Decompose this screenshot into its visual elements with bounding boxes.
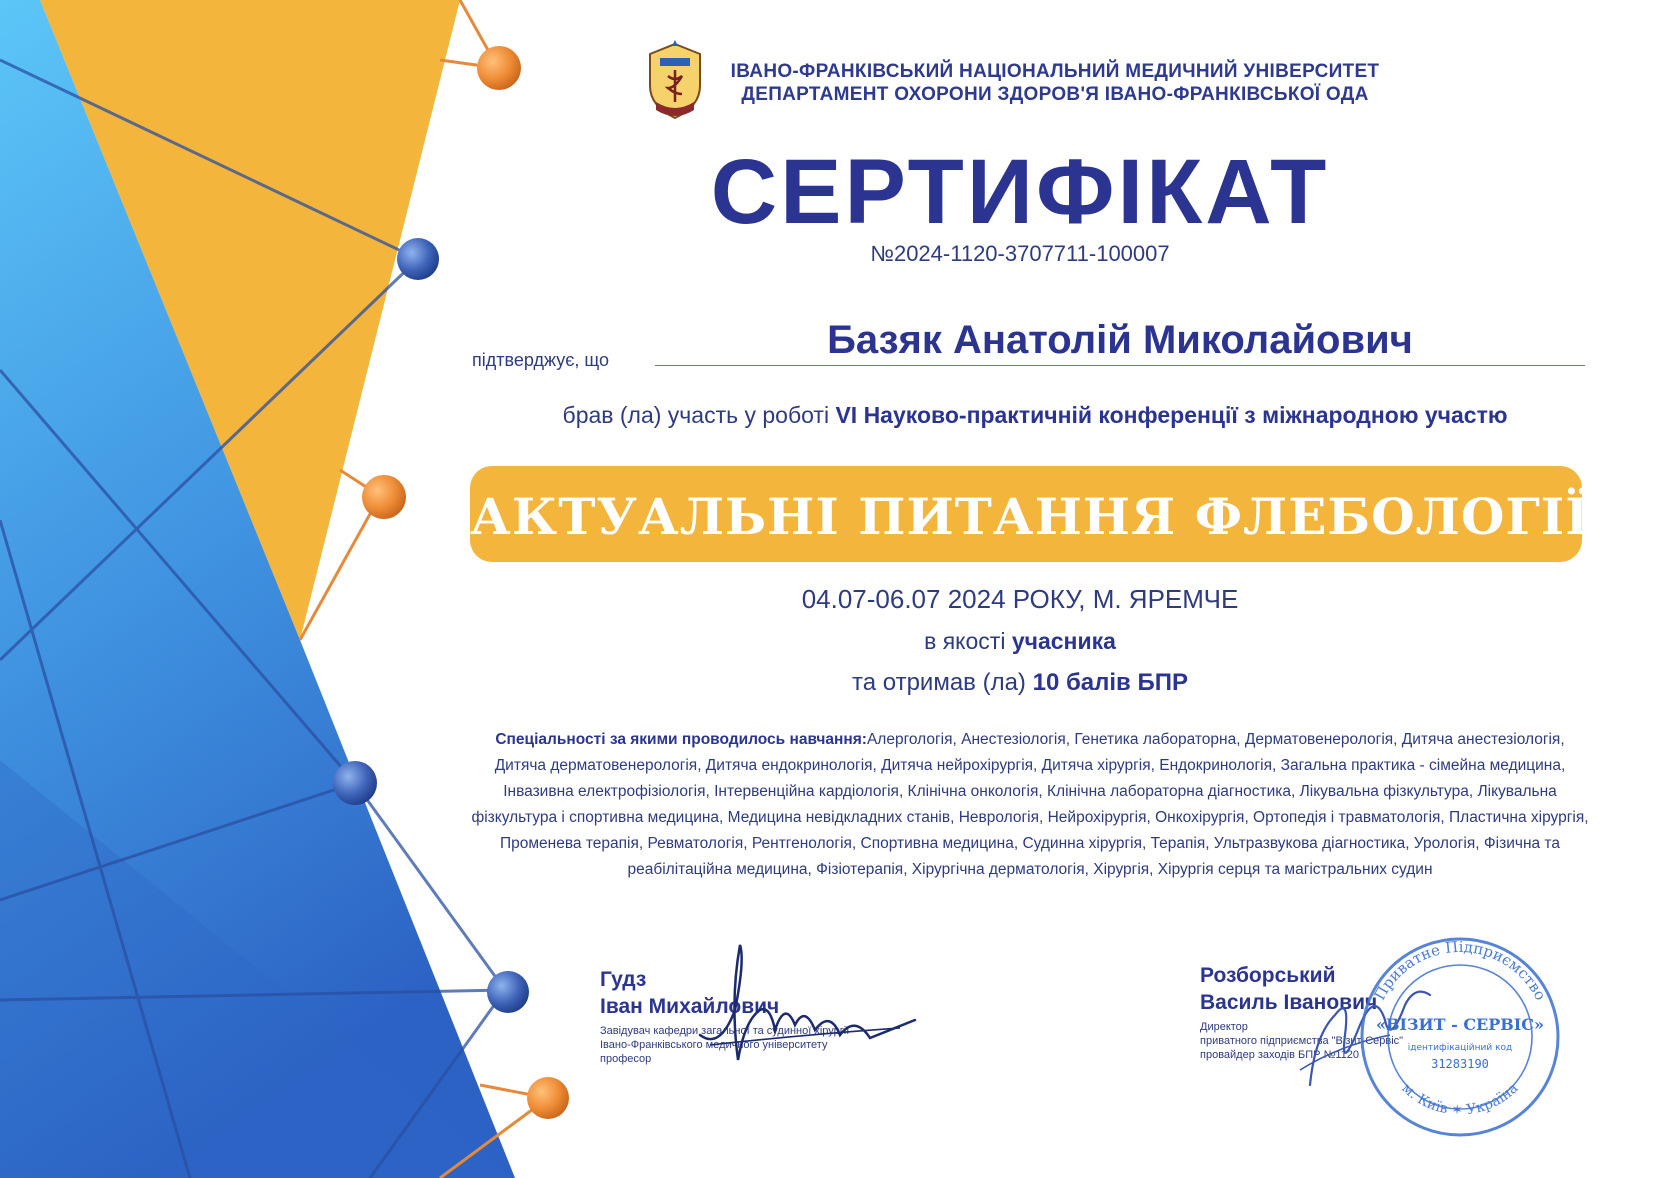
conference-title: АКТУАЛЬНІ ПИТАННЯ ФЛЕБОЛОГІЇ (470, 487, 1590, 546)
conference-dates: 04.07-06.07 2024 РОКУ, М. ЯРЕМЧЕ (801, 584, 1239, 614)
orb-blue-3 (487, 971, 529, 1013)
signatory-1-surname: Гудз (600, 968, 647, 991)
role-line (560, 628, 1480, 655)
orb-orange-3 (527, 1077, 569, 1119)
orb-orange-1 (477, 46, 521, 90)
role-value: учасника (1011, 628, 1116, 654)
header-university: ІВАНО-ФРАНКІВСЬКИЙ НАЦІОНАЛЬНИЙ МЕДИЧНИЙ УНІВЕРСИТЕТ (730, 61, 1380, 82)
svg-text:Приватне Підприємство (1370, 938, 1549, 1003)
credits-value: 10 балів БПР (1032, 669, 1188, 696)
role-prefix: в якості (924, 628, 1012, 654)
participation-prefix: брав (ла) участь у роботі (562, 402, 836, 428)
stamp-id-code: 31283190 (1431, 1057, 1489, 1071)
participation-line (410, 402, 1660, 429)
signatory-1-given-names: Іван Михайлович (600, 995, 780, 1018)
orb-blue-2 (333, 761, 377, 805)
specialties-list: Алергологія, Анестезіологія, Генетика лабораторна, Дерматовенерологія, Дитяча анестезіологія, Дитяча дерматовенерологія, Дитяча ендокринологія, Дитяча нейрохірургія, Дитяча хірургія, Ендокринологія, Загальна практика - сімейна медицина, Інвазивна електрофізіологія, Інтервенційна кардіологія, Клінічна онкологія, Клінічна лабораторна діагностика, Лікувальна фізкультура, Лікувальна фізкультура і спортивна медицина, Медицина невідкладних станів, Неврологія, Нейрохірургія, Онкохірургія, Ортопедія і травматологія, Пластична хірургія, Променева терапія, Ревматологія, Рентгенологія, Спортивна медицина, Судинна хірургія, Терапія, Ультразвукова діагностика, Урологія, Фізична та реабілітаційна медицина, Фізіотерапія, Хірургічна дерматологія, Хірургія, Хірургія серця та магістральних судин (471, 731, 1589, 878)
recipient-name: Базяк Анатолій Миколайович (827, 318, 1413, 362)
header-department: ДЕПАРТАМЕНТ ОХОРОНИ ЗДОРОВ'Я ІВАНО-ФРАНКІВСЬКОЇ ОДА (741, 84, 1369, 105)
signatory-2-surname: Розборський (1200, 964, 1336, 987)
specialties-paragraph (470, 727, 1590, 883)
signature-1-icon (690, 940, 920, 1090)
certificate-title: СЕРТИФІКАТ (710, 141, 1330, 243)
signatory-2-role-line: провайдер заходів БПР №1120 (1200, 1049, 1360, 1061)
stamp-company: «ВІЗИТ - СЕРВІС» (1375, 1015, 1545, 1034)
confirm-label: підтверджує, що (472, 350, 610, 370)
company-stamp-icon (1345, 935, 1575, 1140)
credits-prefix: та отримав (ла) (852, 669, 1033, 696)
signatory-2-role-line: Директор (1200, 1021, 1248, 1033)
signatory-1-role-line: Івано-Франківського медичного університету (600, 1039, 828, 1051)
stamp-city: м. Київ ✶ Україна (1398, 1080, 1522, 1119)
orb-orange-2 (362, 475, 406, 519)
credits-line (560, 669, 1480, 697)
name-underline (655, 365, 1585, 366)
stamp-outer-text: Приватне Підприємство (1370, 937, 1550, 1004)
stamp-id-label: ідентифікаційний код (1407, 1043, 1513, 1053)
signatory-1-role-line: професор (600, 1053, 652, 1065)
event-name: VI Науково-практичній конференції з міжнародною участю (835, 402, 1508, 428)
signatory-2-given-names: Василь Іванович (1200, 991, 1378, 1014)
signatory-1-role-line: Завідувач кафедри загальної та судинної хірургії (600, 1025, 850, 1037)
signatory-2-role-line: приватного підприємства "Візит-Сервіс" (1200, 1035, 1404, 1047)
orb-blue-1 (397, 238, 439, 280)
svg-text:м. Київ ✶ Україна (1399, 1080, 1522, 1118)
certificate-number: №2024-1120-3707711-100007 (870, 241, 1170, 266)
specialties-label: Спеціальності за якими проводилось навчання: (495, 731, 867, 748)
